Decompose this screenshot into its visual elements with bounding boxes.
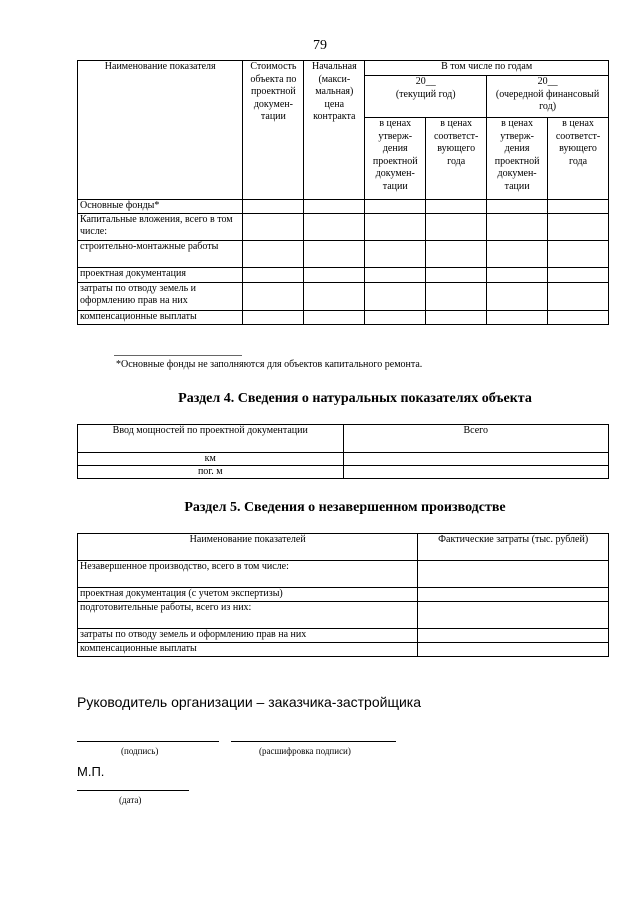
table-row: Незавершенное производство, всего в том числе:: [78, 561, 418, 588]
head-of-organization: Руководитель организации – заказчика-застройщика: [77, 694, 422, 710]
cost-table: [77, 60, 609, 325]
date-label: (дата): [119, 795, 142, 805]
header-cost: Стоимость объекта по проектной докумен-тации: [243, 61, 304, 200]
table-row: км: [78, 453, 344, 466]
section5-title: Раздел 5. Сведения о незавершенном производстве: [184, 500, 506, 515]
current-year-label: (текущий год): [395, 88, 456, 100]
sub-corresponding-prices: в ценах соответст-вующего года: [426, 118, 487, 200]
table-row: проектная документация: [78, 267, 243, 282]
decoding-label: (расшифровка подписи): [259, 746, 351, 756]
header-name: Наименование показателя: [78, 61, 243, 200]
unfinished-production-table: [77, 533, 609, 657]
next-year-label: (очередной финансовый год): [495, 88, 600, 112]
signature-label: (подпись): [121, 746, 159, 756]
section5-col2: Фактические затраты (тыс. рублей): [418, 534, 609, 561]
table-row: компенсационные выплаты: [78, 310, 243, 324]
section4-title: Раздел 4. Сведения о натуральных показателях объекта: [178, 391, 532, 406]
header-by-years: В том числе по годам: [365, 61, 609, 76]
table-row: Основные фонды*: [78, 200, 243, 214]
table-row: строительно-монтажные работы: [78, 240, 243, 267]
table-row: затраты по отводу земель и оформлению прав на них: [78, 629, 418, 643]
table-row: пог. м: [78, 466, 344, 479]
table-row: проектная документация (с учетом экспертизы): [78, 588, 418, 602]
page-number: 79: [313, 38, 327, 53]
decoding-line: [231, 741, 396, 742]
section4-col1: Ввод мощностей по проектной документации: [78, 425, 344, 453]
natural-indicators-table: [77, 424, 609, 479]
table-row: Капитальные вложения, всего в том числе:: [78, 213, 243, 240]
footnote: *Основные фонды не заполняются для объектов капитального ремонта.: [116, 359, 423, 370]
stamp-place: М.П.: [77, 764, 105, 779]
footnote-separator: [114, 355, 242, 356]
table-row: компенсационные выплаты: [78, 643, 418, 657]
table-row: затраты по отводу земель и оформлению прав на них: [78, 282, 243, 310]
signature-line: [77, 741, 219, 742]
section5-col1: Наименование показателей: [78, 534, 418, 561]
table-row: подготовительные работы, всего из них:: [78, 602, 418, 629]
date-line: [77, 790, 189, 791]
sub-approved-prices: в ценах утверж-дения проектной докумен-тации: [365, 118, 426, 200]
sub-approved-prices: в ценах утверж-дения проектной докумен-тации: [487, 118, 548, 200]
sub-corresponding-prices: в ценах соответст-вующего года: [548, 118, 609, 200]
header-current-year: [365, 76, 487, 118]
header-next-year: [487, 76, 609, 118]
next-year: 20__: [537, 76, 558, 87]
current-year: 20__: [415, 76, 436, 87]
header-initial-price: Начальная (макси-мальная) цена контракта: [304, 61, 365, 200]
section4-col2: Всего: [343, 425, 608, 453]
